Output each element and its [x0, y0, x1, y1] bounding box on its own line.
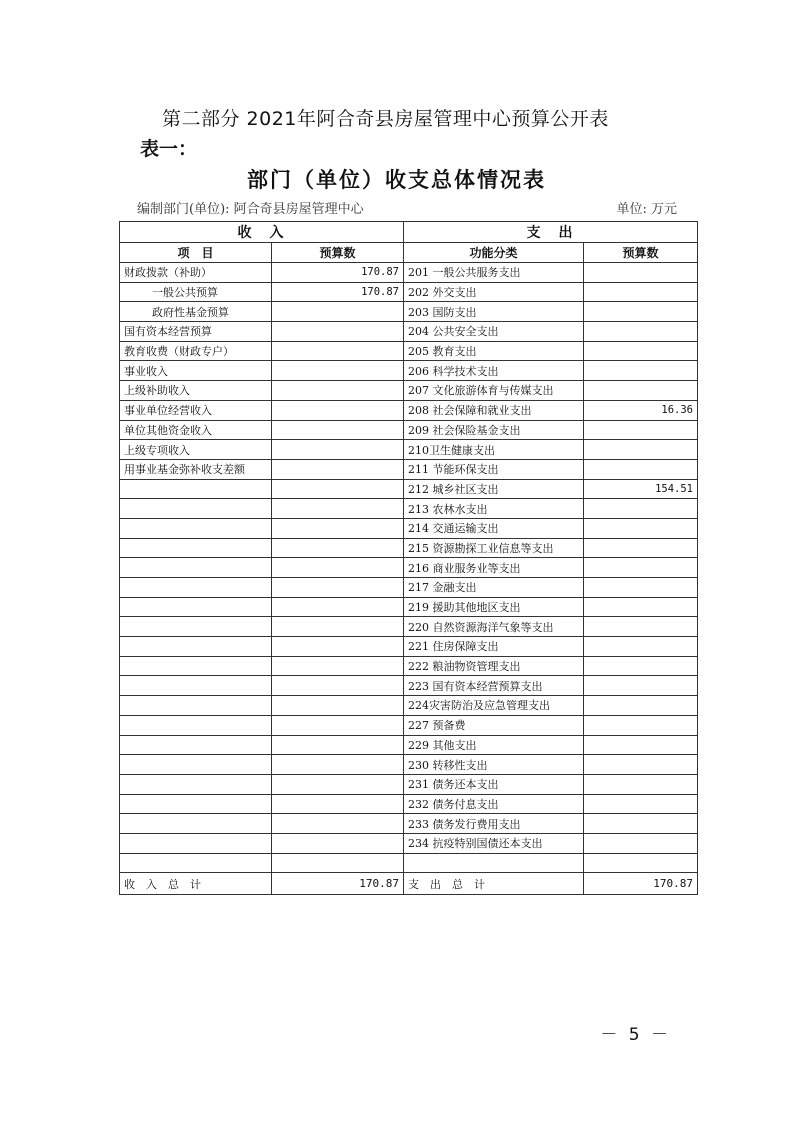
expense-value-cell: [584, 715, 698, 735]
expense-item-cell: 227 预备费: [404, 715, 584, 735]
table-row: [120, 440, 698, 460]
income-value-cell: [272, 617, 404, 637]
income-item-cell: [120, 853, 272, 873]
expense-value-cell: [584, 794, 698, 814]
expense-value-cell: [584, 518, 698, 538]
income-item-cell: 教育收费（财政专户）: [120, 341, 272, 361]
expense-item-cell: 207 文化旅游体育与传媒支出: [404, 381, 584, 401]
table-row: [120, 499, 698, 519]
income-item-cell: 政府性基金预算: [120, 302, 272, 322]
expense-value-cell: [584, 282, 698, 302]
expense-item-cell: 201 一般公共服务支出: [404, 263, 584, 283]
expense-item-cell: 202 外交支出: [404, 282, 584, 302]
expense-total-value: 170.87: [584, 873, 698, 895]
expense-value-cell: [584, 341, 698, 361]
table-row: [120, 696, 698, 716]
expense-value-cell: [584, 597, 698, 617]
expense-item-cell: 232 债务付息支出: [404, 794, 584, 814]
expense-header: 支 出: [404, 222, 698, 243]
expense-item-cell: 220 自然资源海洋气象等支出: [404, 617, 584, 637]
income-value-cell: [272, 597, 404, 617]
income-value-cell: [272, 833, 404, 853]
income-total-value: 170.87: [272, 873, 404, 895]
income-item-cell: [120, 597, 272, 617]
income-item-cell: [120, 637, 272, 657]
expense-value-cell: [584, 696, 698, 716]
table-number-label: 表一：: [140, 138, 198, 160]
table-row: [120, 853, 698, 873]
table-body: [120, 263, 698, 873]
income-value-cell: 170.87: [272, 263, 404, 283]
income-value-cell: [272, 578, 404, 598]
expense-value-cell: 154.51: [584, 479, 698, 499]
income-item-cell: [120, 479, 272, 499]
page-number: － 5 －: [600, 1025, 671, 1045]
income-value-cell: [272, 361, 404, 381]
expense-item-cell: 215 资源勘探工业信息等支出: [404, 538, 584, 558]
income-item-cell: [120, 676, 272, 696]
expense-item-cell: 209 社会保险基金支出: [404, 420, 584, 440]
income-value-cell: [272, 637, 404, 657]
expense-item-cell: 214 交通运输支出: [404, 518, 584, 538]
expense-item-cell: 219 援助其他地区支出: [404, 597, 584, 617]
income-item-cell: [120, 696, 272, 716]
expense-item-cell: 229 其他支出: [404, 735, 584, 755]
table-row: [120, 676, 698, 696]
expense-value-cell: [584, 774, 698, 794]
table-row: [120, 794, 698, 814]
income-value-cell: [272, 755, 404, 775]
income-value-cell: [272, 400, 404, 420]
expense-value-cell: [584, 676, 698, 696]
table-row: [120, 656, 698, 676]
totals-row: [120, 873, 698, 895]
income-item-cell: [120, 833, 272, 853]
expense-value-cell: [584, 578, 698, 598]
table-row: [120, 715, 698, 735]
expense-value-cell: [584, 755, 698, 775]
income-item-cell: 上级专项收入: [120, 440, 272, 460]
income-value-cell: [272, 696, 404, 716]
expense-total-label: 支 出 总 计: [404, 873, 584, 895]
expense-item-cell: 233 债务发行费用支出: [404, 814, 584, 834]
income-item-cell: [120, 656, 272, 676]
table-row: [120, 755, 698, 775]
expense-item-cell: 217 金融支出: [404, 578, 584, 598]
income-item-cell: 事业收入: [120, 361, 272, 381]
income-value-cell: [272, 440, 404, 460]
expense-value-cell: [584, 499, 698, 519]
expense-item-cell: 231 债务还本支出: [404, 774, 584, 794]
income-item-cell: [120, 499, 272, 519]
income-item-cell: 一般公共预算: [120, 282, 272, 302]
expense-item-cell: 212 城乡社区支出: [404, 479, 584, 499]
expense-value-cell: [584, 263, 698, 283]
expense-budget-column-header: 预算数: [584, 243, 698, 263]
income-value-cell: [272, 814, 404, 834]
table-row: [120, 617, 698, 637]
income-item-cell: [120, 715, 272, 735]
expense-value-cell: [584, 833, 698, 853]
unit-label: 单位: 万元: [616, 202, 677, 217]
table-row: [120, 361, 698, 381]
table-meta-row: [137, 198, 677, 218]
income-value-cell: [272, 774, 404, 794]
income-value-cell: [272, 479, 404, 499]
expense-item-cell: 222 粮油物资管理支出: [404, 656, 584, 676]
income-value-cell: [272, 420, 404, 440]
table-row: [120, 420, 698, 440]
table-row: [120, 637, 698, 657]
expense-value-cell: [584, 361, 698, 381]
expense-value-cell: [584, 381, 698, 401]
income-item-cell: 上级补助收入: [120, 381, 272, 401]
function-class-column-header: 功能分类: [404, 243, 584, 263]
expense-item-cell: 208 社会保障和就业支出: [404, 400, 584, 420]
expense-item-cell: 221 住房保障支出: [404, 637, 584, 657]
income-value-cell: [272, 715, 404, 735]
expense-item-cell: 234 抗疫特别国债还本支出: [404, 833, 584, 853]
table-title: 部门（单位）收支总体情况表: [247, 168, 546, 192]
income-item-cell: [120, 518, 272, 538]
expense-item-cell: 230 转移性支出: [404, 755, 584, 775]
table-row: [120, 814, 698, 834]
income-item-cell: [120, 617, 272, 637]
table-row: [120, 459, 698, 479]
income-item-cell: [120, 558, 272, 578]
prepared-by-label: 编制部门(单位): 阿合奇县房屋管理中心: [137, 202, 364, 217]
table-row: [120, 833, 698, 853]
income-value-cell: 170.87: [272, 282, 404, 302]
income-item-cell: [120, 735, 272, 755]
expense-value-cell: [584, 735, 698, 755]
income-value-cell: [272, 499, 404, 519]
income-item-cell: [120, 578, 272, 598]
income-value-cell: [272, 735, 404, 755]
income-value-cell: [272, 518, 404, 538]
income-value-cell: [272, 341, 404, 361]
table-row: [120, 578, 698, 598]
expense-value-cell: [584, 656, 698, 676]
expense-value-cell: [584, 853, 698, 873]
expense-item-cell: 204 公共安全支出: [404, 322, 584, 342]
income-value-cell: [272, 558, 404, 578]
table-row: [120, 774, 698, 794]
expense-value-cell: [584, 440, 698, 460]
expense-item-cell: 211 节能环保支出: [404, 459, 584, 479]
expense-item-cell: 213 农林水支出: [404, 499, 584, 519]
table-header-row-main: [120, 222, 698, 243]
income-item-cell: 国有资本经营预算: [120, 322, 272, 342]
expense-item-cell: 205 教育支出: [404, 341, 584, 361]
income-header: 收 入: [120, 222, 404, 243]
income-value-cell: [272, 381, 404, 401]
table-row: [120, 341, 698, 361]
page-heading: 第二部分 2021年阿合奇县房屋管理中心预算公开表: [162, 108, 609, 130]
expense-value-cell: [584, 814, 698, 834]
expense-value-cell: [584, 420, 698, 440]
income-value-cell: [272, 656, 404, 676]
expense-value-cell: [584, 637, 698, 657]
expense-value-cell: 16.36: [584, 400, 698, 420]
table-row: [120, 538, 698, 558]
expense-item-cell: 210卫生健康支出: [404, 440, 584, 460]
income-budget-column-header: 预算数: [272, 243, 404, 263]
income-item-cell: 用事业基金弥补收支差额: [120, 459, 272, 479]
expense-item-cell: 224灾害防治及应急管理支出: [404, 696, 584, 716]
table-row: [120, 322, 698, 342]
table-row: [120, 735, 698, 755]
expense-item-cell: 223 国有资本经营预算支出: [404, 676, 584, 696]
income-total-label: 收 入 总 计: [120, 873, 272, 895]
expense-value-cell: [584, 617, 698, 637]
table-row: [120, 479, 698, 499]
income-value-cell: [272, 459, 404, 479]
expense-value-cell: [584, 302, 698, 322]
expense-item-cell: 203 国防支出: [404, 302, 584, 322]
table-row: [120, 400, 698, 420]
expense-value-cell: [584, 322, 698, 342]
table-row: [120, 381, 698, 401]
budget-table: [119, 221, 698, 895]
expense-item-cell: 206 科学技术支出: [404, 361, 584, 381]
income-value-cell: [272, 302, 404, 322]
income-value-cell: [272, 538, 404, 558]
income-item-cell: 财政拨款（补助）: [120, 263, 272, 283]
table-row: [120, 597, 698, 617]
income-item-cell: 单位其他资金收入: [120, 420, 272, 440]
income-item-cell: [120, 774, 272, 794]
table-row: [120, 558, 698, 578]
income-value-cell: [272, 322, 404, 342]
expense-item-cell: 216 商业服务业等支出: [404, 558, 584, 578]
income-item-cell: [120, 814, 272, 834]
expense-value-cell: [584, 538, 698, 558]
income-value-cell: [272, 676, 404, 696]
income-item-cell: [120, 755, 272, 775]
expense-value-cell: [584, 459, 698, 479]
income-item-cell: [120, 538, 272, 558]
income-item-cell: [120, 794, 272, 814]
table-row: [120, 518, 698, 538]
income-value-cell: [272, 853, 404, 873]
expense-value-cell: [584, 558, 698, 578]
expense-item-cell: [404, 853, 584, 873]
income-item-cell: 事业单位经营收入: [120, 400, 272, 420]
table-row: [120, 302, 698, 322]
table-row: [120, 263, 698, 283]
table-header-row-sub: [120, 243, 698, 263]
table-row: [120, 282, 698, 302]
item-column-header: 项 目: [120, 243, 272, 263]
income-value-cell: [272, 794, 404, 814]
